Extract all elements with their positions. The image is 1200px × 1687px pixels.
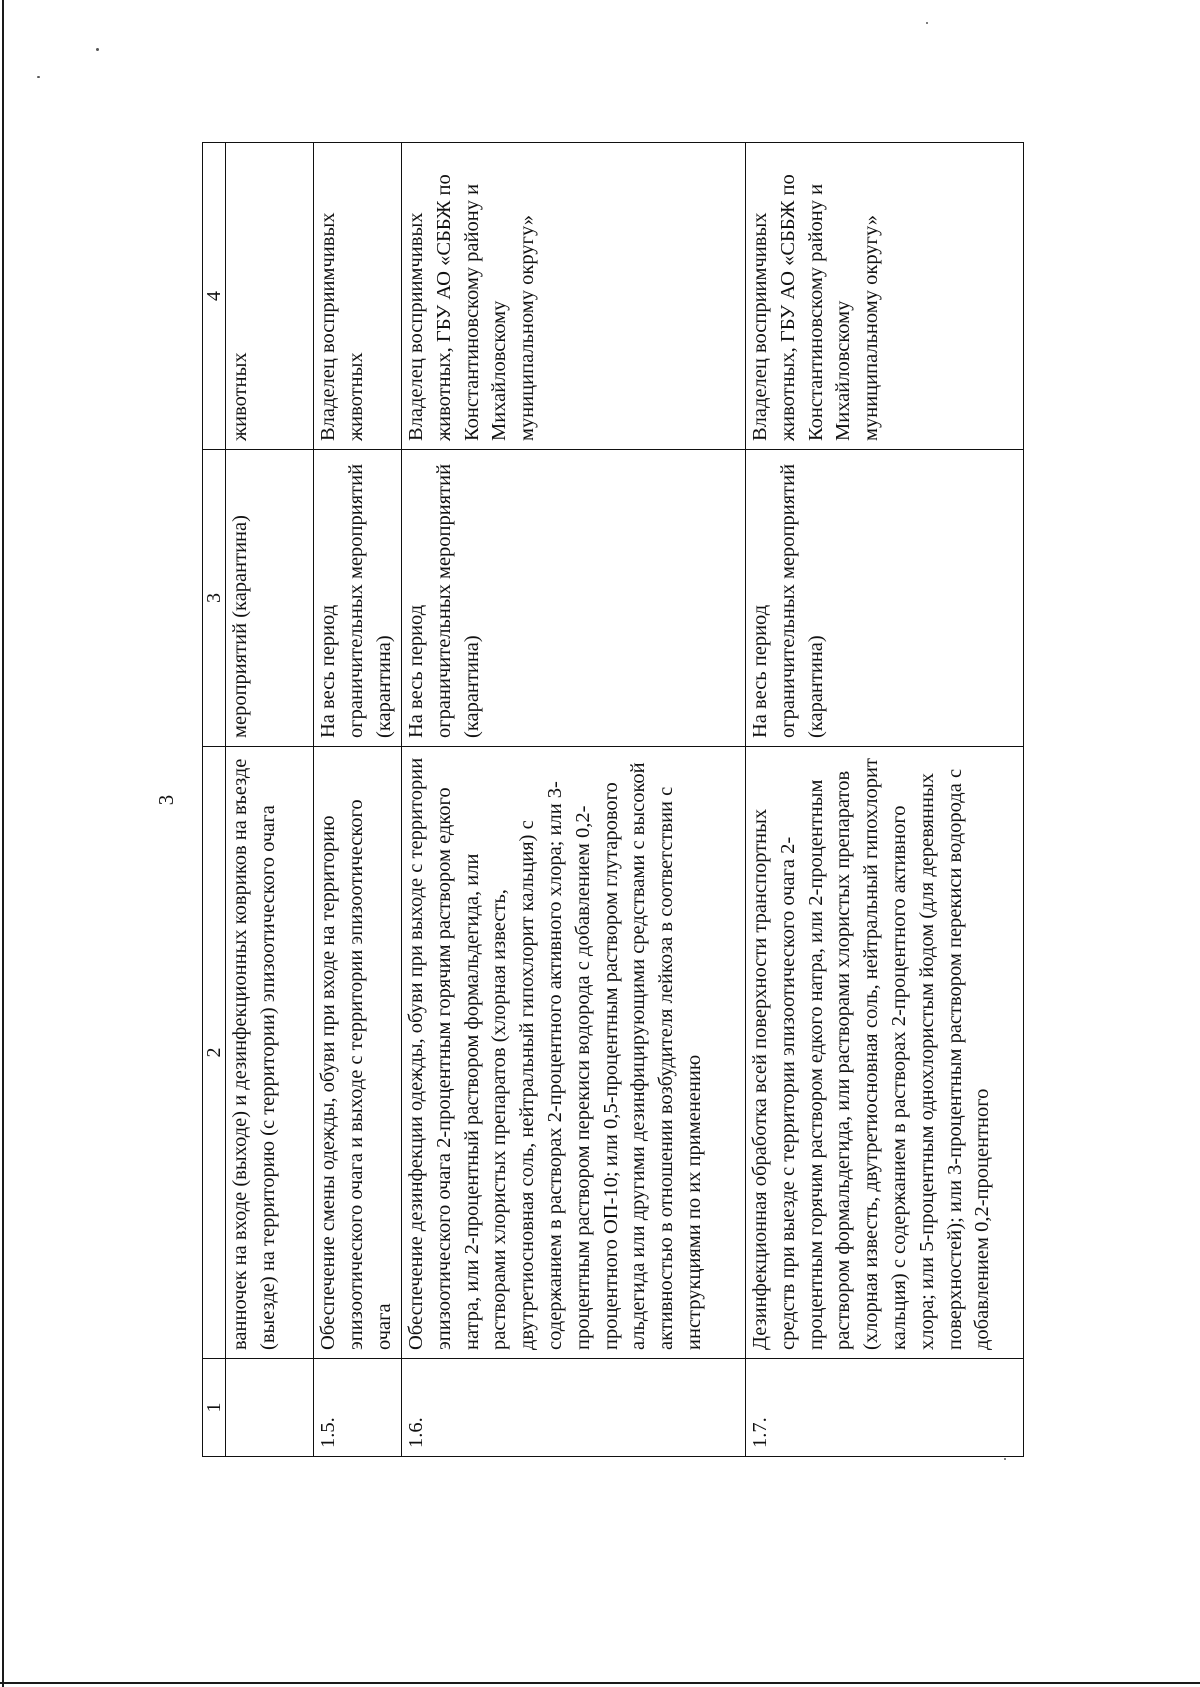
scan-speck (1004, 1458, 1006, 1460)
scan-speck (926, 22, 928, 24)
responsible-text: Владелец восприимчивых животных, ГБУ АО «СББЖ по Константиновскому району и Михайловскому муниципальному округу» (402, 143, 746, 450)
page-number: 3 (154, 794, 178, 806)
header-col-4: 4 (203, 143, 226, 450)
header-col-2: 2 (203, 747, 226, 1359)
table-row (746, 143, 1024, 1457)
period-text: На весь период ограничительных мероприятий (карантина) (402, 450, 746, 747)
measure-text: Обеспечение смены одежды, обуви при входе на территорию эпизоотического очага и выходе с территории эпизоотического очага (314, 747, 402, 1359)
row-number: 1.5. (314, 1359, 402, 1457)
table-row (226, 143, 314, 1457)
scan-speck (96, 48, 99, 51)
scan-speck (37, 76, 40, 78)
responsible-text: Владелец восприимчивых животных (314, 143, 402, 450)
table-row (314, 143, 402, 1457)
header-col-3: 3 (203, 450, 226, 747)
measures-table (202, 142, 1024, 1457)
period-text: мероприятий (карантина) (226, 450, 314, 747)
measure-text: ванночек на входе (выходе) и дезинфекционных ковриков на въезде (выезде) на территорию (с территории) эпизоотического очага (226, 747, 314, 1359)
measure-text: Обеспечение дезинфекции одежды, обуви при выходе с территории эпизоотического очага 2-процентным горячим раствором едкого натра, или 2-процентный раствором формальдегида, или растворами хлористых препаратов (хлорная известь, двутретиосновная соль, нейтральный гипохлорит кальция) с содержанием в растворах 2-процентного активного хлора; или 3-процентным раствором перекиси водорода с добавлением 0,2-процентного ОП-10; или 0,5-процентным раствором глутарового альдегида или другими дезинфицирующими средствами с высокой активностью в отношении возбудителя лейкоза в соответствии с инструкциями по их применению (402, 747, 746, 1359)
row-number: 1.7. (746, 1359, 1024, 1457)
table-row (402, 143, 746, 1457)
responsible-text: животных (226, 143, 314, 450)
scan-edge-left (2, 0, 4, 1687)
header-col-1: 1 (203, 1359, 226, 1457)
measure-text: Дезинфекционная обработка всей поверхности транспортных средств при выезде с территории эпизоотического очага 2-процентным горячим раствором едкого натра, или 2-процентным раствором формальдегида, или растворами хлористых препаратов (хлорная известь, двутретиосновная соль, нейтральный гипохлорит кальция) с содержанием в растворах 2-процентного активного хлора; или 5-процентным однохлористым йодом (для деревянных поверхностей); или 3-процентным раствором перекиси водорода с добавлением 0,2-процентного (746, 747, 1024, 1359)
row-number: 1.6. (402, 1359, 746, 1457)
table-header-row (203, 143, 226, 1457)
responsible-text: Владелец восприимчивых животных, ГБУ АО «СББЖ по Константиновскому району и Михайловскому муниципальному округу» (746, 143, 1024, 450)
rotated-page-content (154, 143, 1066, 1457)
period-text: На весь период ограничительных мероприятий (карантина) (314, 450, 402, 747)
scan-edge-bottom (0, 1682, 1200, 1684)
period-text: На весь период ограничительных мероприятий (карантина) (746, 450, 1024, 747)
row-number (226, 1359, 314, 1457)
